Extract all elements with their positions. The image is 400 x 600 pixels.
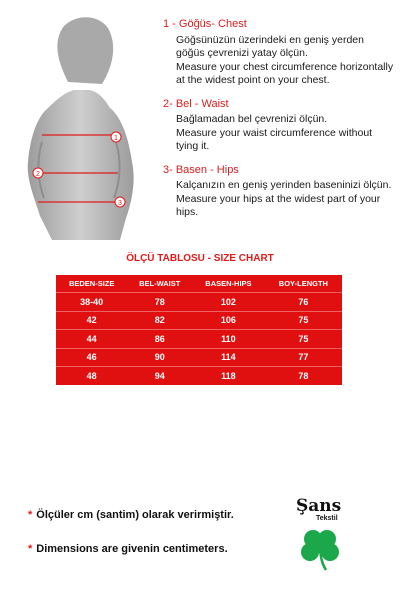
marker-chest [111,132,121,142]
svg-text:3: 3 [118,200,122,207]
table-row [56,293,342,312]
column-header: BEDEN-SIZE [68,279,115,288]
step-text-tr: Bağlamadan bel çevrenizi ölçün. [176,113,328,125]
table-cell: 48 [56,367,127,385]
step-text-en: Measure your hips at the widest part of your hips. [176,192,381,218]
table-cell: 102 [192,293,265,312]
note-text: Dimensions are givenin centimeters. [36,543,228,555]
clover-icon [296,524,344,572]
table-cell: 114 [192,348,265,367]
asterisk: * [28,509,33,521]
table-cell: 75 [265,311,342,330]
step-title: 1 - Göğüs- Chest [163,18,247,30]
column-header: BASEN-HIPS [205,279,252,288]
svg-text:1: 1 [114,135,118,142]
step-text-en: Measure your waist circumference without tying it. [176,126,373,152]
table-cell: 46 [56,348,127,367]
brand-name: Şans [296,496,342,516]
table-header-row [56,275,342,293]
table-cell: 38-40 [56,293,127,312]
column-header: BEL-WAIST [139,279,181,288]
table-row [56,367,342,385]
note-text: Ölçüler cm (santim) olarak verirmiştir. [36,509,234,521]
table-cell: 86 [127,330,192,349]
table-cell: 82 [127,311,192,330]
table-cell: 44 [56,330,127,349]
table-row [56,330,342,349]
marker-hips [115,197,125,207]
step-waist [163,98,395,154]
measurement-instructions [163,18,395,230]
table-cell: 118 [192,367,265,385]
table-cell: 75 [265,330,342,349]
step-text-tr: Kalçanızın en geniş yerinden baseninizi ölçün. [176,179,392,191]
brand-logo [288,496,358,576]
step-title: 3- Basen - Hips [163,163,239,176]
step-title: 2- Bel - Waist [163,97,229,110]
size-chart-table [56,275,342,385]
asterisk: * [28,543,33,555]
brand-subtitle: Tekstil [316,515,338,522]
note-turkish [28,509,234,521]
table-cell: 76 [265,293,342,312]
note-english [28,543,228,555]
step-text-tr: Göğsünüzün üzerindeki en geniş yerden göğüs çevrenizi yatay ölçün. [176,33,364,59]
step-text-en: Measure your chest circumference horizontally at the widest point on your chest. [176,60,394,86]
table-cell: 106 [192,311,265,330]
table-cell: 90 [127,348,192,367]
table-cell: 110 [192,330,265,349]
step-chest [163,18,395,88]
table-cell: 78 [265,367,342,385]
table-cell: 78 [127,293,192,312]
table-cell: 42 [56,311,127,330]
marker-waist [33,168,43,178]
column-header: BOY-LENGTH [278,279,328,288]
table-row [56,348,342,367]
step-hips [163,164,395,220]
table-cell: 94 [127,367,192,385]
size-chart-title: ÖLÇÜ TABLOSU - SIZE CHART [126,253,274,264]
table-row [56,311,342,330]
female-silhouette-icon [8,12,158,240]
svg-text:2: 2 [36,171,40,178]
table-cell: 77 [265,348,342,367]
